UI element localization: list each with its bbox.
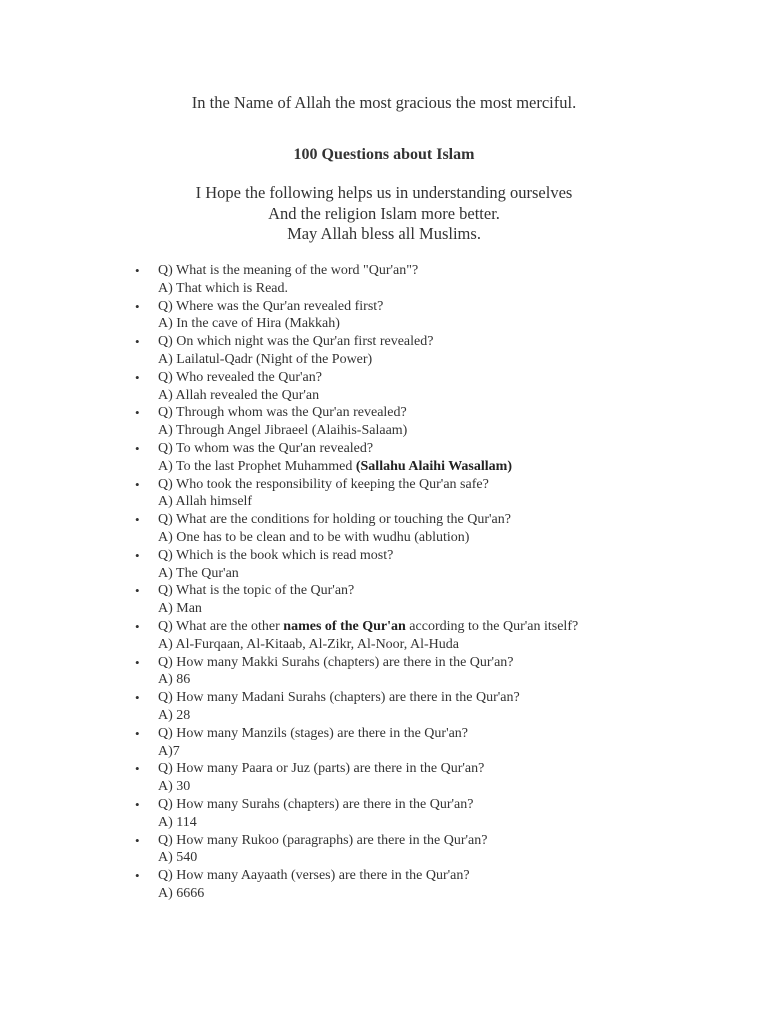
bullet-icon: • — [135, 334, 140, 350]
bullet-icon: • — [135, 725, 140, 741]
question-text: Q) How many Paara or Juz (parts) are there in the Qur'an? — [158, 761, 485, 777]
answer-text-plain: A) To the last Prophet Muhammed — [158, 458, 356, 474]
list-item — [0, 298, 768, 334]
answer-text: A) 86 — [158, 672, 191, 688]
bullet-icon: • — [135, 654, 140, 670]
list-item — [0, 832, 768, 868]
list-item — [0, 760, 768, 796]
list-item — [0, 725, 768, 761]
question-text: Q) How many Manzils (stages) are there in the Qur'an? — [158, 725, 469, 741]
answer-text: A) The Qur'an — [158, 565, 239, 581]
list-item — [0, 654, 768, 690]
question-text: Q) On which night was the Qur'an first revealed? — [158, 334, 434, 350]
list-item — [0, 547, 768, 583]
question-text: Q) What is the topic of the Qur'an? — [158, 583, 355, 599]
list-item — [0, 476, 768, 512]
question-text: Q) How many Madani Surahs (chapters) are there in the Qur'an? — [158, 690, 520, 706]
bullet-icon: • — [135, 476, 140, 492]
list-item — [0, 262, 768, 298]
answer-text: A) Man — [158, 601, 202, 617]
answer-text — [158, 458, 768, 476]
answer-text: A) In the cave of Hira (Makkah) — [158, 316, 340, 332]
answer-text: A)7 — [158, 743, 180, 759]
bullet-icon: • — [135, 263, 140, 278]
question-text — [158, 618, 768, 636]
list-item — [0, 867, 768, 903]
list-item — [0, 582, 768, 618]
question-text: Q) How many Rukoo (paragraphs) are there in the Qur'an? — [158, 832, 488, 848]
list-item — [0, 689, 768, 725]
question-text: Q) How many Aayaath (verses) are there in the Qur'an? — [158, 868, 470, 884]
question-text: Q) Which is the book which is read most? — [158, 547, 394, 563]
answer-text: A) 30 — [158, 779, 191, 795]
question-text: Q) Who revealed the Qur'an? — [158, 369, 322, 385]
bullet-icon: • — [135, 832, 140, 848]
intro-paragraph — [0, 183, 768, 245]
list-item — [0, 440, 768, 476]
question-text: Q) How many Surahs (chapters) are there in the Qur'an? — [158, 796, 474, 812]
qa-list — [0, 262, 768, 903]
question-text: Q) How many Makki Surahs (chapters) are there in the Qur'an? — [158, 654, 514, 670]
question-text: Q) Who took the responsibility of keeping the Qur'an safe? — [158, 476, 489, 492]
answer-text: A) That which is Read. — [158, 280, 288, 296]
list-item — [0, 511, 768, 547]
answer-text: A) 114 — [158, 814, 197, 830]
answer-text: A) Al-Furqaan, Al-Kitaab, Al-Zikr, Al-Noor, Al-Huda — [158, 636, 459, 652]
bullet-icon: • — [135, 512, 140, 528]
bullet-icon: • — [135, 868, 140, 884]
question-text-plain: Q) What are the other — [158, 618, 284, 634]
document-title: 100 Questions about Islam — [293, 146, 475, 163]
question-text: Q) Where was the Qur'an revealed first? — [158, 298, 384, 314]
answer-text-bold: (Sallahu Alaihi Wasallam) — [355, 458, 512, 474]
bullet-icon: • — [135, 369, 140, 385]
list-item — [0, 618, 768, 654]
list-item — [0, 404, 768, 440]
list-item — [0, 796, 768, 832]
question-text: Q) What are the conditions for holding or touching the Qur'an? — [158, 512, 511, 528]
question-text: Q) What is the meaning of the word "Qur'an"? — [158, 263, 419, 278]
answer-text: A) One has to be clean and to be with wudhu (ablution) — [158, 529, 470, 545]
list-item — [0, 333, 768, 369]
bullet-icon: • — [135, 583, 140, 599]
question-text: Q) Through whom was the Qur'an revealed? — [158, 405, 407, 421]
bullet-icon: • — [135, 547, 140, 563]
answer-text: A) Through Angel Jibraeel (Alaihis-Salaam) — [158, 423, 408, 439]
intro-line: I Hope the following helps us in understanding ourselves — [195, 183, 573, 202]
bullet-icon: • — [135, 298, 140, 314]
bullet-icon: • — [135, 796, 140, 812]
answer-text: A) Lailatul-Qadr (Night of the Power) — [158, 351, 373, 367]
invocation-text: In the Name of Allah the most gracious the most merciful. — [191, 93, 577, 112]
question-text: Q) To whom was the Qur'an revealed? — [158, 440, 374, 456]
bullet-icon: • — [135, 405, 140, 421]
intro-line: And the religion Islam more better. — [268, 203, 500, 223]
question-text-bold: names of the Qur'an — [283, 618, 406, 634]
bullet-icon: • — [135, 690, 140, 706]
list-item — [0, 369, 768, 405]
answer-text: A) Allah revealed the Qur'an — [158, 387, 320, 403]
answer-text: A) 28 — [158, 707, 191, 723]
answer-text: A) 6666 — [158, 885, 205, 901]
answer-text: A) 540 — [158, 850, 198, 866]
bullet-icon: • — [135, 440, 140, 456]
bullet-icon: • — [135, 618, 140, 634]
question-text-plain: according to the Qur'an itself? — [405, 618, 579, 634]
bullet-icon: • — [135, 761, 140, 777]
intro-line: May Allah bless all Muslims. — [287, 224, 481, 243]
answer-text: A) Allah himself — [158, 494, 253, 510]
